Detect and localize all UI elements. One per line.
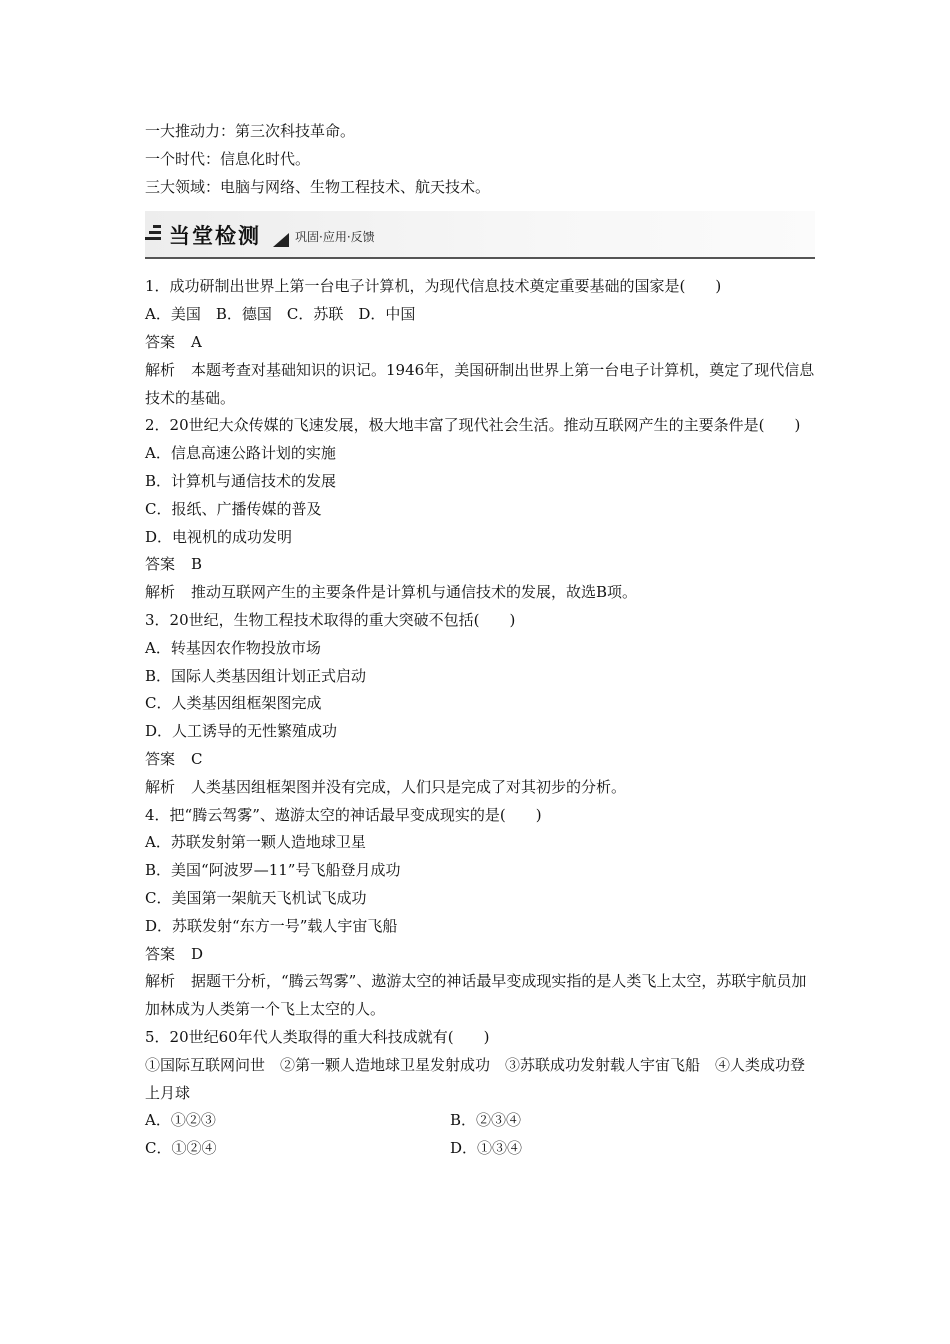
option: B．国际人类基因组计划正式启动 bbox=[145, 666, 367, 685]
answer-line bbox=[145, 941, 815, 969]
question-items: ①国际互联网问世 ②第一颗人造地球卫星发射成功 ③苏联成功发射载人宇宙飞船 ④人类成功登上月球 bbox=[145, 1055, 806, 1102]
question-5 bbox=[145, 1024, 815, 1163]
option: D．电视机的成功发明 bbox=[145, 527, 293, 546]
answer-value: D bbox=[191, 944, 204, 963]
stripes-icon bbox=[145, 225, 163, 243]
analysis-line bbox=[145, 774, 815, 802]
analysis-text: 本题考查对基础知识的识记。1946年，美国研制出世界上第一台电子计算机，奠定了现代信息技术的基础。 bbox=[145, 360, 815, 407]
summary-line: 一大推动力：第三次科技革命。 bbox=[145, 122, 356, 140]
summary-block bbox=[145, 118, 815, 201]
question-options: A．美国 B．德国 C．苏联 D．中国 bbox=[145, 305, 416, 324]
options-row bbox=[145, 1135, 815, 1163]
option: C．人类基因组框架图完成 bbox=[145, 694, 322, 713]
analysis-label: 解析 bbox=[145, 972, 176, 991]
triangle-icon bbox=[273, 233, 289, 247]
option: B．美国“阿波罗—11”号飞船登月成功 bbox=[145, 861, 401, 880]
option: C．报纸、广播传媒的普及 bbox=[145, 499, 322, 518]
answer-label: 答案 bbox=[145, 332, 176, 351]
summary-line: 三大领域：电脑与网络、生物工程技术、航天技术。 bbox=[145, 177, 491, 196]
analysis-line bbox=[145, 968, 815, 1024]
option: C．美国第一架航天飞机试飞成功 bbox=[145, 888, 367, 907]
summary-line: 一个时代：信息化时代。 bbox=[145, 149, 311, 168]
analysis-label: 解析 bbox=[145, 583, 176, 602]
answer-label: 答案 bbox=[145, 944, 176, 963]
analysis-text: 人类基因组框架图并没有完成，人们只是完成了对其初步的分析。 bbox=[191, 777, 627, 796]
question-3 bbox=[145, 607, 815, 802]
answer-value: C bbox=[191, 749, 203, 768]
analysis-label: 解析 bbox=[145, 360, 176, 379]
question-stem: 5．20世纪60年代人类取得的重大科技成就有( ) bbox=[145, 1027, 490, 1046]
answer-value: B bbox=[191, 555, 203, 574]
question-stem: 3．20世纪，生物工程技术取得的重大突破不包括( ) bbox=[145, 610, 516, 629]
section-subtitle: 巩固·应用·反馈 bbox=[295, 230, 375, 245]
answer-label: 答案 bbox=[145, 749, 176, 768]
option: A．苏联发射第一颗人造地球卫星 bbox=[145, 833, 366, 852]
question-1 bbox=[145, 273, 815, 412]
option: D．人工诱导的无性繁殖成功 bbox=[145, 722, 338, 741]
answer-line bbox=[145, 329, 815, 357]
question-2 bbox=[145, 412, 815, 607]
answer-line bbox=[145, 551, 815, 579]
question-stem: 2．20世纪大众传媒的飞速发展，极大地丰富了现代社会生活。推动互联网产生的主要条件是( ) bbox=[145, 416, 801, 435]
answer-label: 答案 bbox=[145, 555, 176, 574]
options-row bbox=[145, 1107, 815, 1135]
section-title: 当堂检测 bbox=[169, 224, 261, 249]
question-4 bbox=[145, 802, 815, 1024]
option: B．②③④ bbox=[450, 1111, 522, 1130]
analysis-line bbox=[145, 579, 815, 607]
analysis-label: 解析 bbox=[145, 777, 176, 796]
answer-line bbox=[145, 746, 815, 774]
analysis-line bbox=[145, 357, 815, 413]
section-banner bbox=[145, 211, 815, 259]
answer-value: A bbox=[191, 332, 202, 351]
analysis-text: 推动互联网产生的主要条件是计算机与通信技术的发展，故选B项。 bbox=[191, 583, 638, 602]
document-page bbox=[145, 118, 815, 1163]
question-stem: 4．把“腾云驾雾”、遨游太空的神话最早变成现实的是( ) bbox=[145, 805, 542, 824]
option: B．计算机与通信技术的发展 bbox=[145, 471, 337, 490]
option: D．苏联发射“东方一号”载人宇宙飞船 bbox=[145, 916, 398, 935]
option: A．①②③ bbox=[145, 1111, 216, 1130]
option: D．①③④ bbox=[450, 1139, 523, 1158]
option: A．信息高速公路计划的实施 bbox=[145, 444, 336, 463]
option: A．转基因农作物投放市场 bbox=[145, 638, 321, 657]
analysis-text: 据题干分析，“腾云驾雾”、遨游太空的神话最早变成现实指的是人类飞上太空，苏联宇航员加加林成为人类第一个飞上太空的人。 bbox=[145, 972, 807, 1019]
option: C．①②④ bbox=[145, 1139, 217, 1158]
question-stem: 1．成功研制出世界上第一台电子计算机，为现代信息技术奠定重要基础的国家是( ) bbox=[145, 277, 722, 296]
